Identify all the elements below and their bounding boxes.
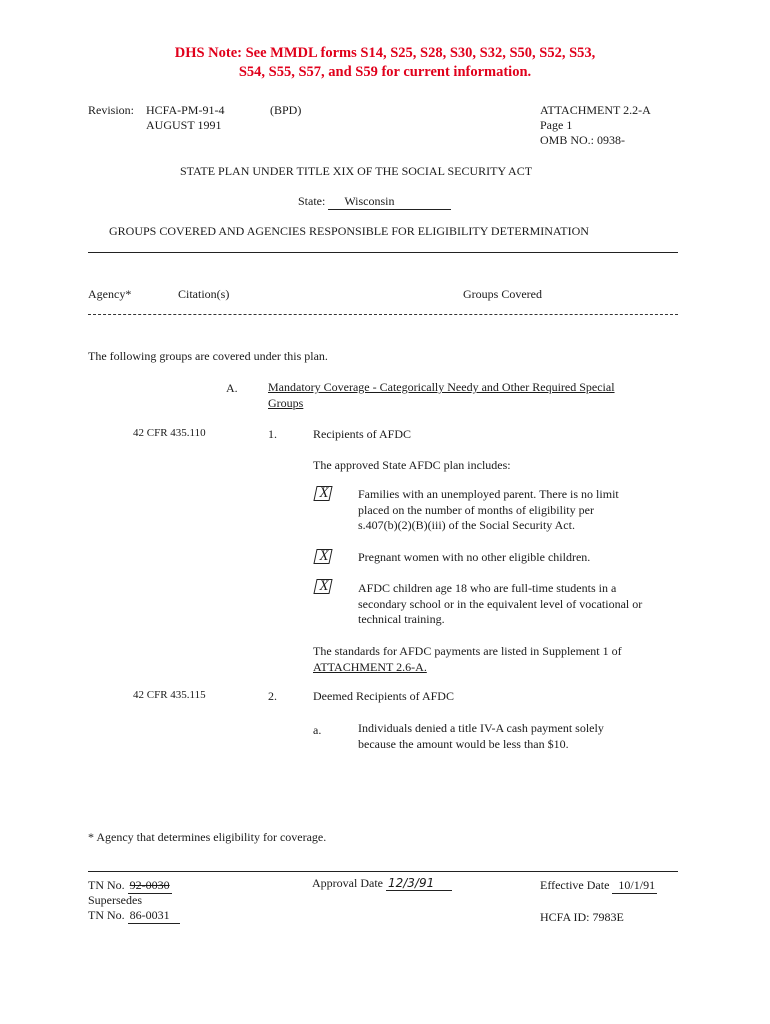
checkbox-afdc-children-18[interactable] [312,578,336,594]
checkbox-pregnant-women[interactable] [312,548,336,564]
item2-sub-letter: a. [313,723,322,737]
item2-number: 2. [268,689,277,703]
option-line: Pregnant women with no other eligible children. [358,550,591,564]
tn2-label: TN No. [88,908,125,922]
tn-number [88,878,172,894]
revision-value: HCFA-PM-91-4 [146,103,225,117]
item2-citation: 42 CFR 435.115 [133,689,206,701]
document-title: STATE PLAN UNDER TITLE XIX OF THE SOCIAL SECURITY ACT [180,164,533,178]
dhs-note-line1: DHS Note: See MMDL forms S14, S25, S28, S30, S32, S50, S52, S53, [174,45,596,61]
bureau-code: (BPD) [270,103,302,117]
item1-citation: 42 CFR 435.110 [133,427,206,439]
supersedes-label: Supersedes [88,893,142,907]
check-mark-icon: X [319,548,329,564]
state-value: Wisconsin [328,194,451,210]
item2-title: Deemed Recipients of AFDC [313,689,454,703]
section-a-title-line2: Groups [268,395,304,410]
option-afdc-children-18 [358,581,642,628]
page-number: Page 1 [540,118,573,132]
dhs-note [0,44,770,82]
effective-value: 10/1/91 [612,878,657,894]
item2-sub-line1: Individuals denied a title IV-A cash payment solely [358,721,604,735]
option-line: AFDC children age 18 who are full-time students in a [358,581,617,595]
state-field [298,194,451,210]
item1-intro: The approved State AFDC plan includes: [313,458,511,472]
checkbox-unemployed-parent[interactable] [312,485,336,501]
columns-rule [88,314,678,315]
check-mark-icon: X [319,485,329,501]
option-line: Families with an unemployed parent. There is no limit [358,487,619,501]
column-citation: Citation(s) [178,287,230,301]
item2-sub-text [358,721,604,752]
approval-label: Approval Date [312,876,383,890]
intro-text: The following groups are covered under this plan. [88,349,328,363]
footnote: * Agency that determines eligibility for coverage. [88,830,327,844]
header-rule [88,252,678,253]
option-unemployed-parent [358,487,619,534]
approval-date [312,876,452,891]
section-a-title-line1: Mandatory Coverage - Categorically Needy and Other Required Special [268,380,615,394]
effective-label: Effective Date [540,878,610,892]
state-label: State: [298,194,326,208]
tn-label: TN No. [88,878,125,892]
section-a-title [268,380,615,411]
tn2-value: 86-0031 [128,908,180,924]
option-line: technical training. [358,612,445,626]
section-a-letter: A. [226,381,238,395]
item2-sub-line2: because the amount would be less than $10. [358,736,569,751]
effective-date [540,878,657,894]
check-mark-icon: X [319,578,329,594]
column-agency: Agency* [88,287,132,301]
omb-number: OMB NO.: 0938- [540,133,626,147]
option-pregnant-women [358,550,590,566]
tn-value: 92-0030 [129,878,170,892]
afdc-standards-line1: The standards for AFDC payments are listed in Supplement 1 of [313,644,622,658]
document-subtitle: GROUPS COVERED AND AGENCIES RESPONSIBLE FOR ELIGIBILITY DETERMINATION [109,224,589,238]
column-groups-covered: Groups Covered [463,287,542,301]
option-line: placed on the number of months of eligibility per [358,502,594,517]
approval-value: 12/3/91 [386,876,452,891]
item1-number: 1. [268,427,277,441]
revision-label: Revision: [88,103,135,117]
footer-rule [88,871,678,872]
revision-date: AUGUST 1991 [146,118,222,132]
afdc-standards-link: ATTACHMENT 2.6-A. [313,659,427,674]
dhs-note-line2: S54, S55, S57, and S59 for current information. [238,64,532,80]
item1-title: Recipients of AFDC [313,427,411,441]
hcfa-id: HCFA ID: 7983E [540,910,624,924]
afdc-standards-note [313,644,622,675]
attachment-number: ATTACHMENT 2.2-A [540,103,651,117]
superseded-tn [88,908,180,924]
option-line: s.407(b)(2)(B)(iii) of the Social Security Act. [358,518,575,532]
option-line: secondary school or in the equivalent level of vocational or [358,596,643,611]
